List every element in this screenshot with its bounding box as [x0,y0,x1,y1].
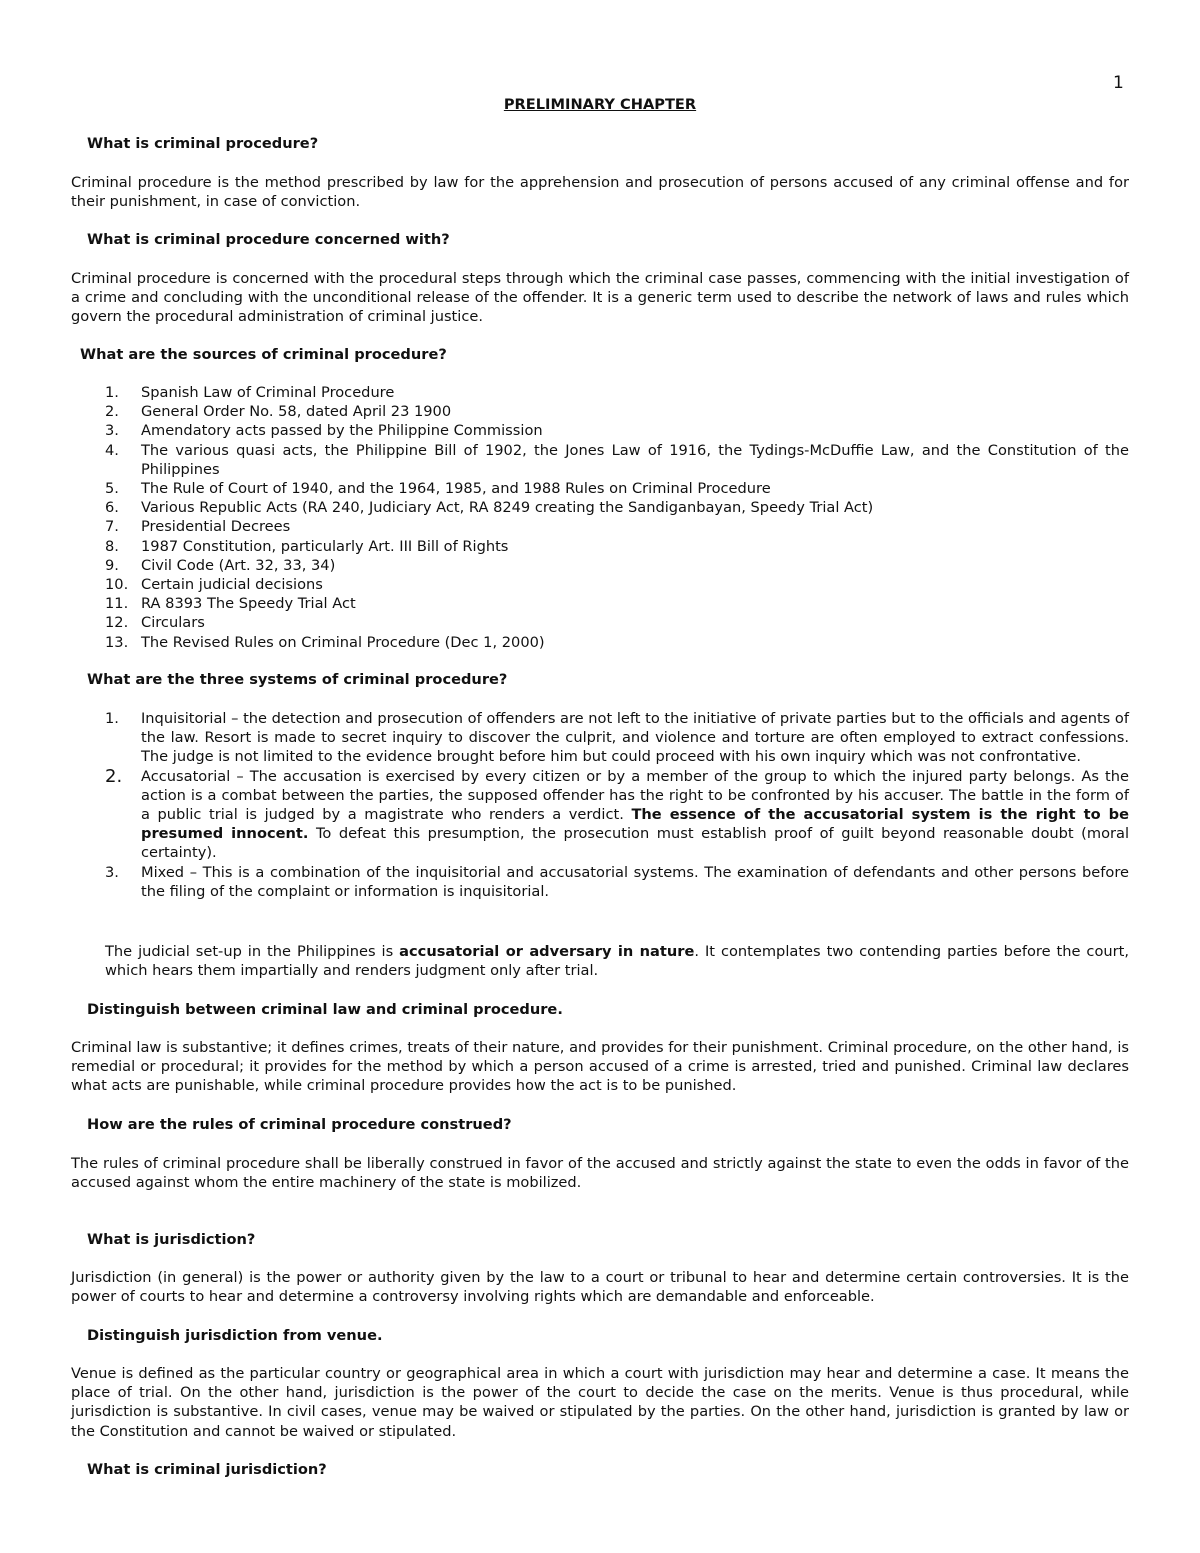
list-text: Inquisitorial – the detection and prosecution of offenders are not left to the initiative of private parties but to the officials and agents of the law. Resort is made to secret inquiry to discover the culprit, and violence and torture are often employed to extract confessions. The judge is not limited to the evidence brought before him but could proceed with his own inquiry which was not confrontative. [141,710,1129,766]
question-heading: What is jurisdiction? [87,1231,256,1248]
list-text: The various quasi acts, the Philippine Bill of 1902, the Jones Law of 1916, the Tydings-McDuffie Law, and the Constitution of the Philippines [141,441,1129,478]
question-heading: What are the three systems of criminal procedure? [87,671,508,688]
list-item [71,421,1129,440]
question-heading: What are the sources of criminal procedure? [80,346,447,363]
list-number: 1. [105,710,119,727]
list-item [71,594,1129,613]
list-item [71,863,1129,901]
list-number: 3. [105,863,119,881]
list-item [71,556,1129,575]
note-text: The judicial set-up in the Philippines is [105,943,400,960]
list-item [71,383,1129,402]
list-number: 12. [105,614,129,632]
page-number: 1 [1113,73,1124,93]
question-heading: Distinguish jurisdiction from venue. [87,1327,383,1344]
systems-list [71,709,1129,901]
answer-paragraph: Criminal procedure is concerned with the procedural steps through which the criminal case passes, commencing with the initial investigation of a crime and concluding with the unconditional release of the offender. It is a generic term used to describe the network of laws and rules which govern the procedural administration of criminal justice. [71,270,1129,326]
list-text: General Order No. 58, dated April 23 1900 [141,403,452,421]
note-text: . It contemplates two contending parties before the court, which hears them impartially and renders judgment only after trial. [105,943,1129,980]
sources-list [71,383,1129,652]
list-item [71,767,1129,863]
list-text: Mixed – This is a combination of the inquisitorial and accusatorial systems. The examination of defendants and other persons before the filing of the complaint or information is inquisitorial. [141,863,1129,900]
question-heading: What is criminal procedure? [87,135,319,152]
list-text: The Revised Rules on Criminal Procedure (Dec 1, 2000) [141,633,545,651]
list-text-bold: The essence of the accusatorial system is the right to be presumed innocent. [141,806,1130,843]
list-item [71,575,1129,594]
list-item [71,633,1129,652]
list-number: 2. [105,403,119,421]
answer-paragraph: The rules of criminal procedure shall be liberally construed in favor of the accused and strictly against the state to even the odds in favor of the accused against whom the entire machinery of the state is mobilized. [71,1155,1129,1192]
judicial-setup-note [105,942,1129,980]
list-text: Presidential Decrees [141,518,291,536]
answer-paragraph: Criminal law is substantive; it defines crimes, treats of their nature, and provides for their punishment. Criminal procedure, on the other hand, is remedial or procedural; it provides for the method by which a person accused of a crime is arrested, tried and punished. Criminal law declares what acts are punishable, while criminal procedure provides how the act is to be punished. [71,1039,1129,1095]
list-item [71,498,1129,517]
list-number: 5. [105,480,119,498]
list-number: 11. [105,595,129,613]
list-number: 2. [105,765,123,787]
list-text: Circulars [141,614,205,632]
note-text-bold: accusatorial or adversary in nature [399,943,695,960]
answer-paragraph: Criminal procedure is the method prescribed by law for the apprehension and prosecution of persons accused of any criminal offense and for their punishment, in case of conviction. [71,174,1129,211]
list-text: Civil Code (Art. 32, 33, 34) [141,556,336,574]
list-text: Accusatorial – The accusation is exercised by every citizen or by a member of the group to which the injured party belongs. As the action is a combat between the parties, the supposed offender has the right to be confronted by his accuser. The battle in the form of a public trial is judged by a magistrate who renders a verdict. [141,767,1129,824]
list-number: 8. [105,537,119,555]
list-number: 10. [105,576,129,594]
list-item [71,479,1129,498]
list-number: 1. [105,384,119,401]
list-text: The Rule of Court of 1940, and the 1964, 1985, and 1988 Rules on Criminal Procedure [141,480,771,498]
question-heading: What is criminal procedure concerned with? [87,231,450,248]
answer-paragraph: Jurisdiction (in general) is the power or authority given by the law to a court or tribunal to hear and determine certain controversies. It is the power of courts to hear and determine a controversy involving rights which are demandable and enforceable. [71,1269,1129,1306]
list-number: 6. [105,499,119,517]
question-heading: How are the rules of criminal procedure construed? [87,1116,512,1133]
chapter-title: PRELIMINARY CHAPTER [503,96,697,113]
question-heading: What is criminal jurisdiction? [87,1461,327,1478]
list-number: 7. [105,518,119,536]
question-heading: Distinguish between criminal law and criminal procedure. [87,1001,563,1018]
list-item [71,709,1129,767]
list-text: Amendatory acts passed by the Philippine Commission [141,422,543,440]
list-item [71,613,1129,632]
list-text: Certain judicial decisions [141,576,323,594]
list-text: To defeat this presumption, the prosecution must establish proof of guilt beyond reasonable doubt (moral certainty). [141,825,1129,862]
list-item [71,441,1129,479]
list-item [71,537,1129,556]
list-number: 9. [105,556,119,574]
list-text: Various Republic Acts (RA 240, Judiciary Act, RA 8249 creating the Sandiganbayan, Speedy Trial Act) [141,499,874,517]
answer-paragraph: Venue is defined as the particular country or geographical area in which a court with jurisdiction may hear and determine a case. It means the place of trial. On the other hand, jurisdiction is the power of the court to decide the case on the merits. Venue is thus procedural, while jurisdiction is substantive. In civil cases, venue may be waived or stipulated by the parties. On the other hand, jurisdiction is granted by law or the Constitution and cannot be waived or stipulated. [71,1365,1129,1440]
list-item [71,517,1129,536]
list-text: RA 8393 The Speedy Trial Act [141,595,356,613]
list-number: 3. [105,422,119,440]
list-text: Spanish Law of Criminal Procedure [141,384,395,401]
list-number: 4. [105,441,119,459]
list-item [71,402,1129,421]
list-text: 1987 Constitution, particularly Art. III Bill of Rights [141,537,509,555]
list-number: 13. [105,633,129,651]
